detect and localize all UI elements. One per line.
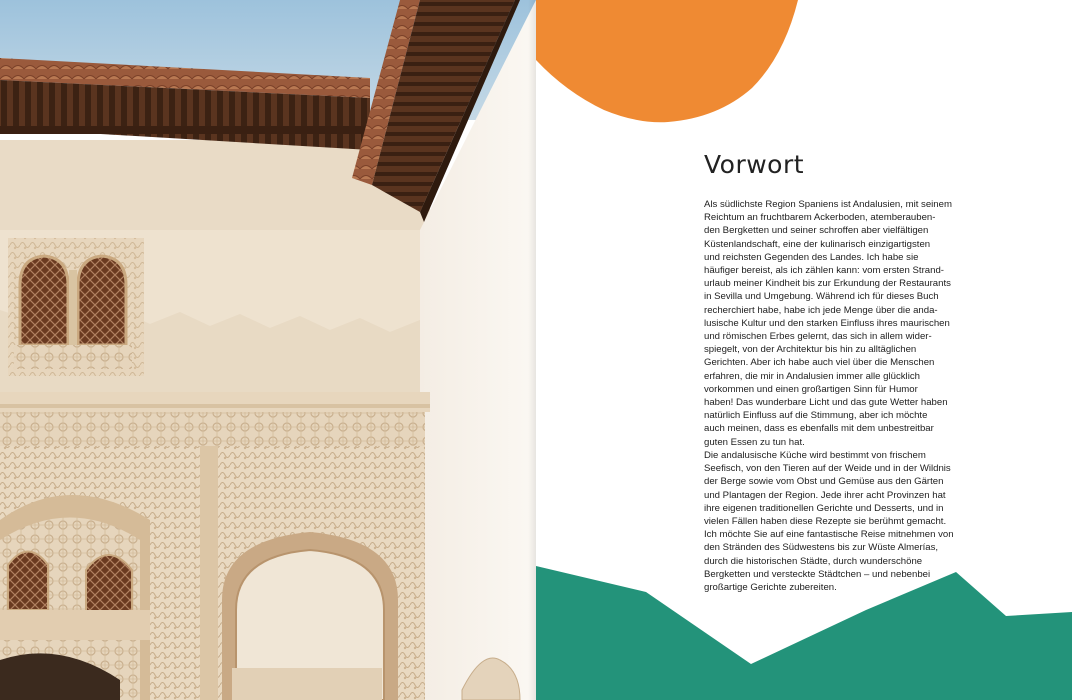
text-line: Reichtum an fruchtbarem Ackerboden, atemberauben-	[704, 212, 936, 224]
text-line: urlaub meiner Kindheit bis zur Erkundung der Restaurants	[704, 278, 951, 290]
paragraph-intro	[704, 198, 976, 449]
text-line: und römischen Erbes gelernt, das sich in allem wider-	[704, 331, 932, 343]
text-line: den Bergketten und seiner schroffen aber vielfältigen	[704, 225, 929, 237]
text-line: haben! Das wunderbare Licht und das gute Wetter haben	[704, 397, 948, 409]
text-page	[536, 0, 1072, 700]
text-line: durch die historischen Städte, durch wunderschöne	[704, 555, 923, 567]
text-line: und Plantagen der Region. Jede ihrer acht Provinzen hat	[704, 489, 946, 501]
text-line: der Berge sowie vom Obst und Gemüse aus den Gärten	[704, 476, 944, 488]
text-line: Die andalusische Küche wird bestimmt von frischem	[704, 450, 926, 461]
text-line: häufiger bereist, als ich zählen kann: vom ersten Strand-	[704, 265, 944, 277]
text-line: Küstenlandschaft, eine der kulinarisch einzigartigsten	[704, 238, 931, 250]
text-line: Seefisch, von den Tieren auf der Weide und in der Wildnis	[704, 463, 951, 475]
text-line: Gerichten. Aber ich habe auch viel über die Menschen	[704, 357, 935, 369]
text-line: großartige Gerichte zubereiten.	[704, 582, 837, 594]
text-line: Als südlichste Region Spaniens ist Andalusien, mit seinem	[704, 199, 952, 210]
text-line: und reichsten Gegenden des Landes. Ich habe sie	[704, 251, 919, 263]
text-line: vielen Fällen haben diese Rezepte sie berühmt gemacht.	[704, 516, 947, 528]
text-line: lusische Kultur und den starken Einfluss ihres maurischen	[704, 317, 950, 329]
page-title: Vorwort	[704, 150, 805, 179]
text-line: in Sevilla und Umgebung. Während ich für dieses Buch	[704, 291, 939, 303]
text-line: Bergketten und versteckte Städtchen – und nebenbei	[704, 568, 931, 580]
sun-shape-icon	[536, 0, 798, 122]
paragraph-cuisine	[704, 449, 976, 594]
text-line: Ich möchte Sie auf eine fantastische Reise mitnehmen von	[704, 529, 954, 541]
text-line: erfahren, die mir in Andalusien immer alle glücklich	[704, 370, 920, 382]
text-line: natürlich Einfluss auf die Stimmung, aber ich möchte	[704, 410, 928, 422]
text-line: spiegelt, von der Architektur bis hin zu alltäglichen	[704, 344, 917, 356]
text-line: vorkommen und einen großartigen Sinn für Humor	[704, 383, 918, 395]
text-line: recherchiert habe, habe ich jede Menge über die anda-	[704, 304, 938, 316]
text-line: guten Essen zu tun hat.	[704, 436, 805, 448]
text-line: ihre eigenen traditionellen Gerichte und Desserts, und in	[704, 502, 944, 514]
text-line: den Stränden des Südwestens bis zur Wüste Almerías,	[704, 542, 939, 554]
text-line: auch meinen, dass es ebenfalls mit dem unbestreitbar	[704, 423, 934, 435]
